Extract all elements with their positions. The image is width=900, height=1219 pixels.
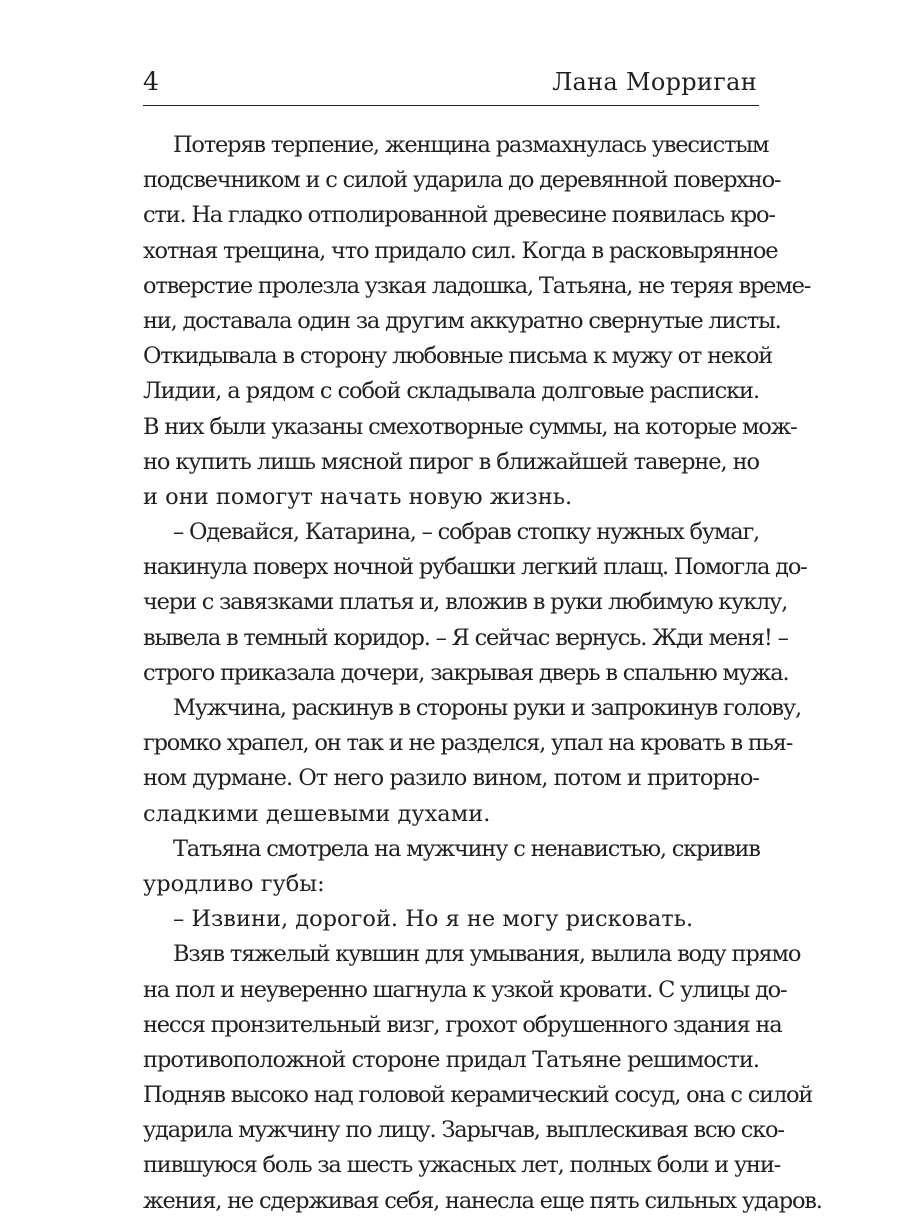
text-line: жения, не сдерживая себя, нанесла еще пять сильных ударов. <box>143 1187 822 1214</box>
text-line: подсвечником и с силой ударила до деревянной поверхно- <box>143 167 781 194</box>
text-line: Татьяна смотрела на мужчину с ненавистью, скривив <box>173 835 760 862</box>
text-line: хотная трещина, что придало сил. Когда в расковырянное <box>143 237 778 264</box>
text-line: противоположной стороне придал Татьяне решимости. <box>143 1046 759 1073</box>
running-header <box>143 63 759 103</box>
running-head-author: Лана Морриган <box>552 68 757 96</box>
text-line: но купить лишь мясной пирог в ближайшей таверне, но <box>143 448 759 475</box>
text-line: ударила мужчину по лицу. Зарычав, выплескивая всю ско- <box>143 1117 784 1144</box>
text-line: несся пронзительный визг, грохот обрушенного здания на <box>143 1011 782 1038</box>
text-line: Подняв высоко над головой керамический сосуд, она с силой <box>143 1082 813 1109</box>
text-line: Откидывала в сторону любовные письма к мужу от некой <box>143 343 773 370</box>
text-line: отверстие пролезла узкая ладошка, Татьяна, не теряя време- <box>143 272 811 299</box>
text-line: сладкими дешевыми духами. <box>143 800 491 827</box>
text-line: Потеряв терпение, женщина размахнулась увесистым <box>173 132 769 158</box>
text-line: сти. На гладко отполированной древесине появилась кро- <box>143 202 775 229</box>
text-line: Лидии, а рядом с собой складывала долговые расписки. <box>143 378 759 405</box>
text-line: пившуюся боль за шесть ужасных лет, полных боли и уни- <box>143 1152 781 1179</box>
text-line: и они помогут начать новую жизнь. <box>143 483 573 510</box>
text-line: громко храпел, он так и не разделся, упал на кровать в пья- <box>143 730 793 757</box>
text-line: – Извини, дорогой. Но я не могу рисковать. <box>173 906 694 933</box>
text-line: В них были указаны смехотворные суммы, на которые мож- <box>143 413 797 440</box>
text-line: Мужчина, раскинув в стороны руки и запрокинув голову, <box>173 695 801 721</box>
text-line: – Одевайся, Катарина, – собрав стопку нужных бумаг, <box>173 519 759 546</box>
text-line: строго приказала дочери, закрывая дверь в спальню мужа. <box>143 659 789 686</box>
text-line: Взяв тяжелый кувшин для умывания, вылила воду прямо <box>173 941 801 968</box>
text-line: чери с завязками платья и, вложив в руки любимую куклу, <box>143 589 788 616</box>
page-number: 4 <box>143 67 159 96</box>
text-line: накинула поверх ночной рубашки легкий плащ. Помогла до- <box>143 554 807 581</box>
text-line: ном дурмане. От него разило вином, потом и приторно- <box>143 765 759 792</box>
text-line: уродливо губы: <box>143 870 325 897</box>
text-line: вывела в темный коридор. – Я сейчас вернусь. Жди меня! – <box>143 624 788 651</box>
body-text <box>143 128 822 1219</box>
header-rule <box>143 105 759 106</box>
text-line: ни, доставала один за другим аккуратно свернутые листы. <box>143 307 781 334</box>
text-line: на пол и неуверенно шагнула к узкой кровати. С улицы до- <box>143 976 787 1003</box>
